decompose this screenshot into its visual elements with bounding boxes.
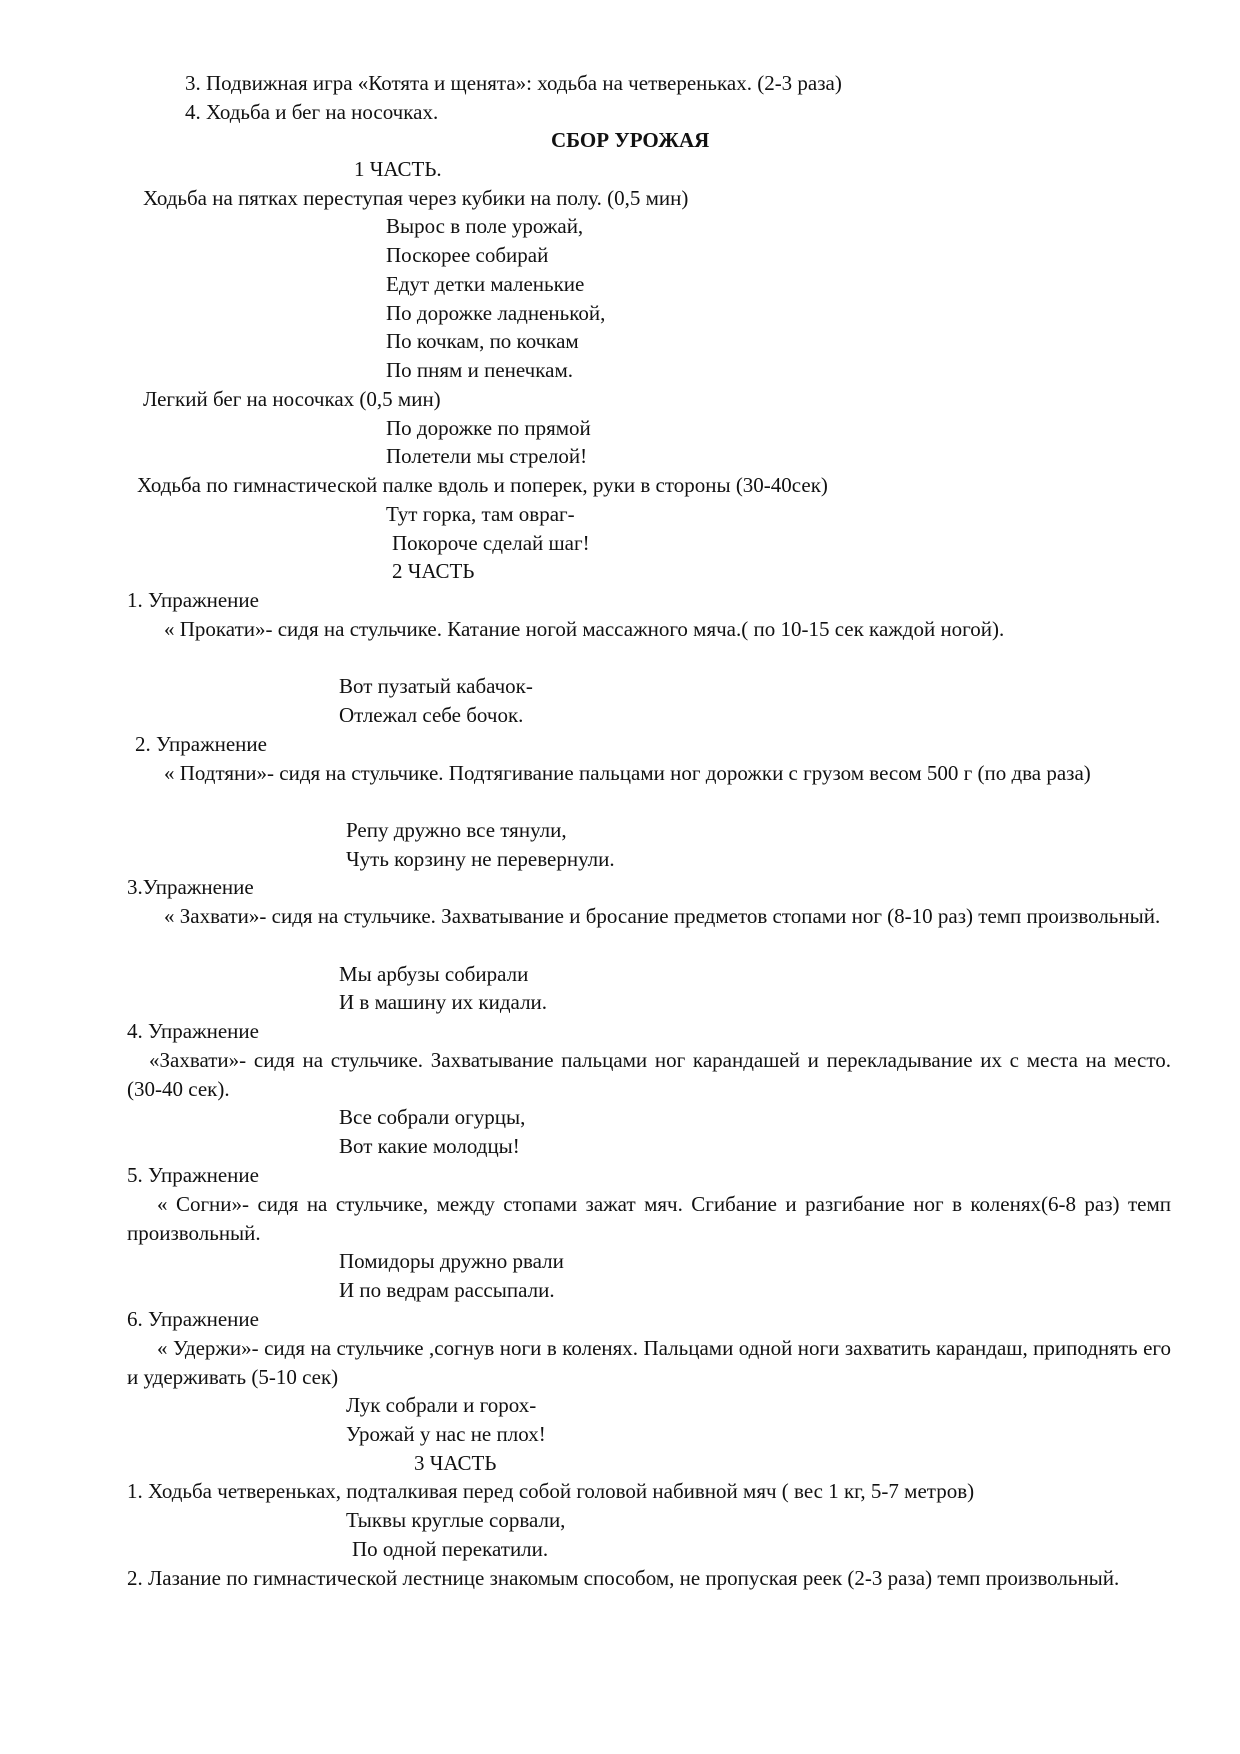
exercise-text: « Удержи»- сидя на стульчике ,согнув ноги в коленях. Пальцами одной ноги захватить карандаш, приподнять его и удерживать (5-10 сек) [127,1336,1171,1389]
verse-line: Репу дружно все тянули, [346,818,567,842]
verse-line: По дорожке ладненькой, [386,301,606,325]
verse-line: По дорожке по прямой [386,416,591,440]
verse-line: Вот какие молодцы! [339,1134,520,1158]
verse-line: Мы арбузы собирали [339,962,529,986]
verse-line: Отлежал себе бочок. [339,703,524,727]
exercise-text: « Захвати»- сидя на стульчике. Захватывание и бросание предметов стопами ног (8-10 раз) темп произвольный. [164,904,1161,928]
part3-item-1: 1. Ходьба четвереньках, подталкивая перед собой головой набивной мяч ( вес 1 кг, 5-7 метров) [127,1479,975,1503]
part3-heading: 3 ЧАСТЬ [414,1451,497,1475]
part1-light-run: Легкий бег на носочках (0,5 мин) [143,387,441,411]
exercise-text: « Согни»- сидя на стульчике, между стопами зажат мяч. Сгибание и разгибание ног в коленях(6-8 раз) темп произвольный. [127,1192,1171,1245]
verse-line: Полетели мы стрелой! [386,444,588,468]
exercise-heading: 3.Упражнение [127,875,254,899]
verse-line: Все собрали огурцы, [339,1105,526,1129]
exercise-heading: 4. Упражнение [127,1019,259,1043]
exercise-heading: 6. Упражнение [127,1307,259,1331]
verse-line: По одной перекатили. [352,1537,549,1561]
verse-line: И в машину их кидали. [339,990,548,1014]
exercise-text: «Захвати»- сидя на стульчике. Захватывание пальцами ног карандашей и перекладывание их с места на место.(30-40 сек). [127,1048,1171,1101]
part2-heading: 2 ЧАСТЬ [392,559,475,583]
verse-line: Вырос в поле урожай, [386,214,584,238]
verse-line: И по ведрам рассыпали. [339,1278,555,1302]
exercise-heading: 2. Упражнение [135,732,267,756]
part1-heading: 1 ЧАСТЬ. [354,157,442,181]
verse-line: Поскорее собирай [386,243,549,267]
verse-line: По кочкам, по кочкам [386,329,579,353]
verse-line: Тут горка, там овраг- [386,502,575,526]
page-title: СБОР УРОЖАЯ [551,128,710,152]
exercise-heading: 5. Упражнение [127,1163,259,1187]
verse-line: Тыквы круглые сорвали, [346,1508,566,1532]
exercise-text: « Прокати»- сидя на стульчике. Катание ногой массажного мяча.( по 10-15 сек каждой ногой). [164,617,1005,641]
intro-item-3: 3. Подвижная игра «Котята и щенята»: ходьба на четвереньках. (2-3 раза) [185,71,842,95]
verse-line: Помидоры дружно рвали [339,1249,564,1273]
verse-line: Лук собрали и горох- [346,1393,537,1417]
exercise-heading: 1. Упражнение [127,588,259,612]
verse-line: Покороче сделай шаг! [392,531,590,555]
intro-item-4: 4. Ходьба и бег на носочках. [185,100,439,124]
part3-item-2: 2. Лазание по гимнастической лестнице знакомым способом, не пропуская реек (2-3 раза) темп произвольный. [127,1566,1120,1590]
part1-walk-heels: Ходьба на пятках переступая через кубики на полу. (0,5 мин) [143,186,689,210]
verse-line: Урожай у нас не плох! [346,1422,546,1446]
verse-line: Вот пузатый кабачок- [339,674,533,698]
verse-line: Едут детки маленькие [386,272,585,296]
part1-stick-walk: Ходьба по гимнастической палке вдоль и поперек, руки в стороны (30-40сек) [137,473,828,497]
exercise-text: « Подтяни»- сидя на стульчике. Подтягивание пальцами ног дорожки с грузом весом 500 г (по два раза) [164,761,1091,785]
verse-line: Чуть корзину не перевернули. [346,847,615,871]
verse-line: По пням и пенечкам. [386,358,573,382]
